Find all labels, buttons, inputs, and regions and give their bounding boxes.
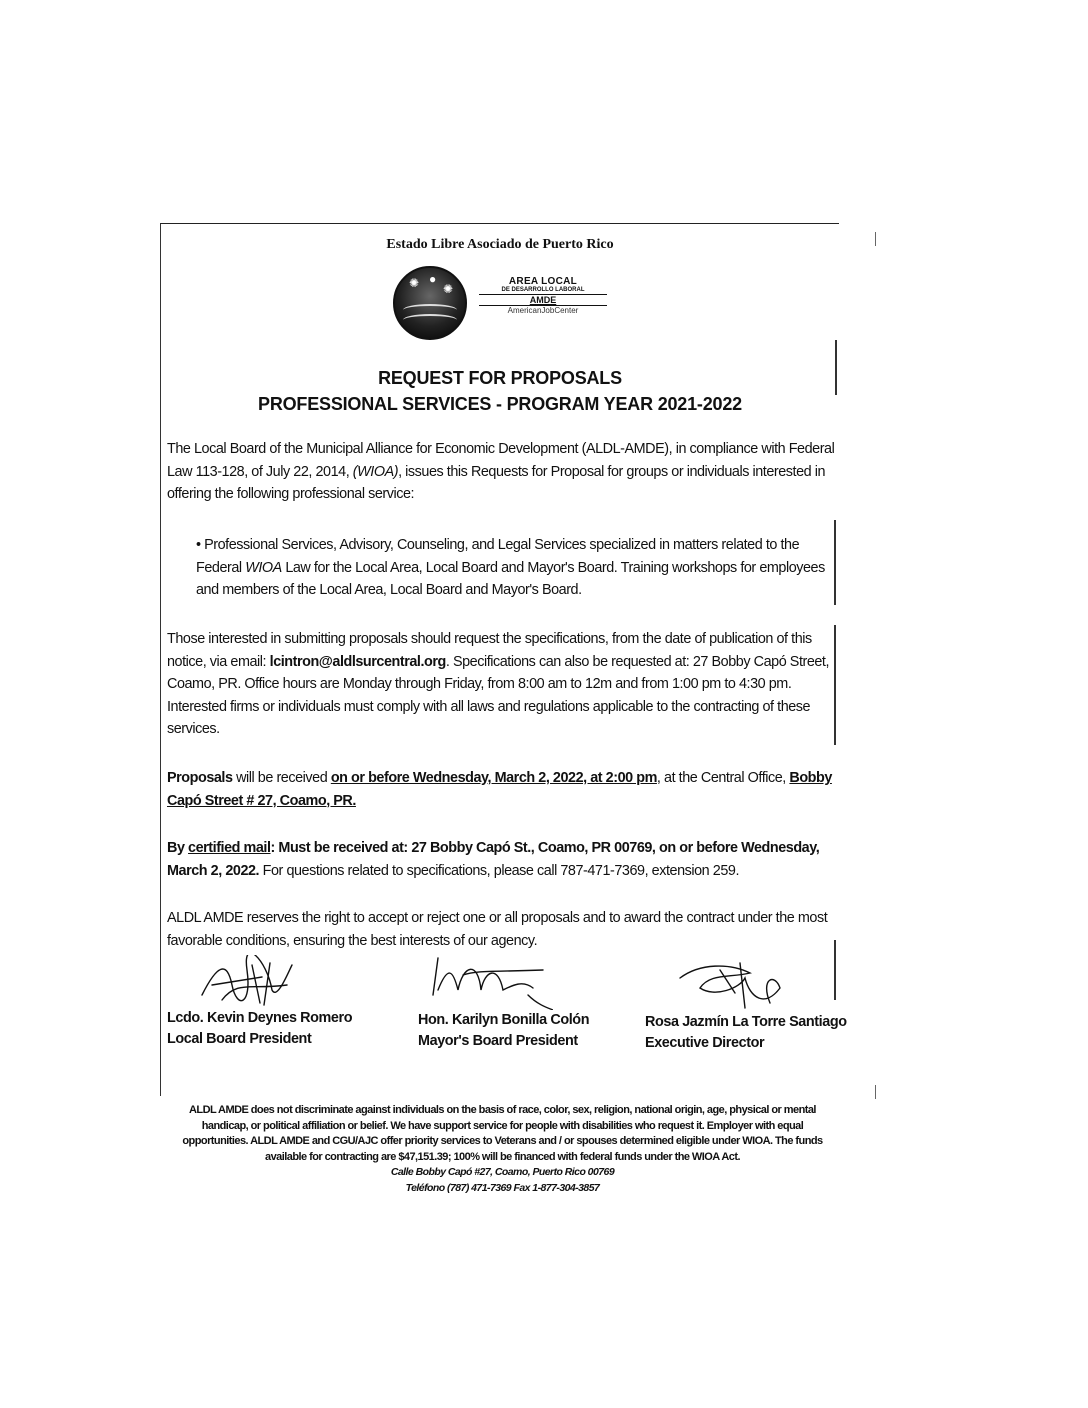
wioa-term: (WIOA)	[352, 463, 399, 480]
signature-karilyn-bonilla	[423, 950, 553, 1010]
non-discrimination-notice: ALDL AMDE does not discriminate against individuals on the basis of race, color, sex, religion, national origin, age, physical or mental handicap, or political affiliation or belief. We have support service for people with disabilities who request it. Employer with equal opportunities. ALDL AMDE and CGU/AJC offer priority services to Veterans and / or spouses determined eligible under WIOA. The funds available for contracting are $47,151.39; 100% will be financed with federal funds under the WIOA Act.	[182, 1104, 823, 1163]
proposal-deadline: on or before Wednesday, March 2, 2022, at 2:00 pm	[330, 770, 657, 786]
signatory-name: Rosa Jazmín La Torre Santiago	[645, 1014, 847, 1030]
logo-line-desarrollo: DE DESARROLLO LABORAL	[479, 287, 607, 295]
document-subtitle: PROFESSIONAL SERVICES - PROGRAM YEAR 2021-2022	[258, 394, 742, 414]
government-header: Estado Libre Asociado de Puerto Rico	[386, 237, 614, 252]
footer	[170, 1103, 835, 1196]
scan-mark	[875, 232, 876, 246]
intro-paragraph: The Local Board of the Municipal Alliance for Economic Development (ALDL-AMDE), in compliance with Federal Law 113-128, of July 22, 2014, (WIOA), issues this Requests for Proposal for groups or individuals interested in offering the following professional service:	[167, 441, 835, 502]
signatory-title: Mayor's Board President	[418, 1033, 578, 1049]
scan-mark	[875, 1085, 876, 1099]
footer-address: Calle Bobby Capó #27, Coamo, Puerto Rico 00769	[390, 1166, 615, 1178]
certified-mail-paragraph: By certified mail: Must be received at: 27 Bobby Capó St., Coamo, PR 00769, on or before Wednesday, March 2, 2022. For questions related to specifications, please call 787-471-7369, extension 259.	[167, 840, 820, 879]
amde-logo	[393, 266, 608, 338]
logo-line-ajc: AmericanJobCenter	[479, 305, 607, 315]
signatory-title: Executive Director	[645, 1035, 765, 1051]
proposals-paragraph: Proposals will be received on or before Wednesday, March 2, 2022, at 2:00 pm, at the Central Office, Bobby Capó Street # 27, Coamo, PR.	[167, 770, 832, 809]
signature-rosa-la-torre	[670, 958, 800, 1018]
specifications-paragraph: Those interested in submitting proposals should request the specifications, from the date of publication of this notice, via email: lcintron@aldlsurcentral.org. Specifications can also be requested at: 27 Bobby Capó Street, Coamo, PR. Office hours are Monday through Friday, from 8:00 am to 12m and from 1:00 pm to 4:30 pm. Interested firms or individuals must comply with all laws and regulations applicable to the contracting of these services.	[167, 631, 830, 737]
logo-line-amde: AMDE	[529, 295, 557, 305]
signatory-name: Hon. Karilyn Bonilla Colón	[418, 1012, 590, 1028]
footer-phone: Teléfono (787) 471-7369 Fax 1-877-304-3857	[405, 1181, 600, 1194]
wioa-term: WIOA	[245, 559, 282, 576]
signatory-3	[645, 1012, 847, 1054]
central-office-address: Bobby Capó Street # 27, Coamo, PR.	[167, 770, 832, 809]
service-bullet: • Professional Services, Advisory, Counseling, and Legal Services specialized in matters related to the Federal WIOA Law for the Local Area, Local Board and Mayor's Board. Training workshops for employees and members of the Local Area, Local Board and Mayor's Board.	[196, 537, 825, 598]
logo-line-area-local: AREA LOCAL	[508, 276, 578, 287]
reservation-paragraph: ALDL AMDE reserves the right to accept or reject one or all proposals and to award the contract under the most favorable conditions, ensuring the best interests of our agency.	[167, 910, 828, 949]
signatory-1	[167, 1008, 352, 1050]
seal-emblem-icon: ✺ ● ✺	[393, 266, 467, 340]
signature-kevin-deynes	[192, 955, 322, 1015]
document-title: REQUEST FOR PROPOSALS	[378, 368, 622, 388]
contact-email[interactable]: lcintron@aldlsurcentral.org	[269, 653, 446, 670]
signatory-2	[418, 1010, 589, 1052]
signatory-title: Local Board President	[167, 1031, 312, 1047]
logo-wordmark	[479, 276, 607, 315]
signatory-name: Lcdo. Kevin Deynes Romero	[167, 1010, 353, 1026]
